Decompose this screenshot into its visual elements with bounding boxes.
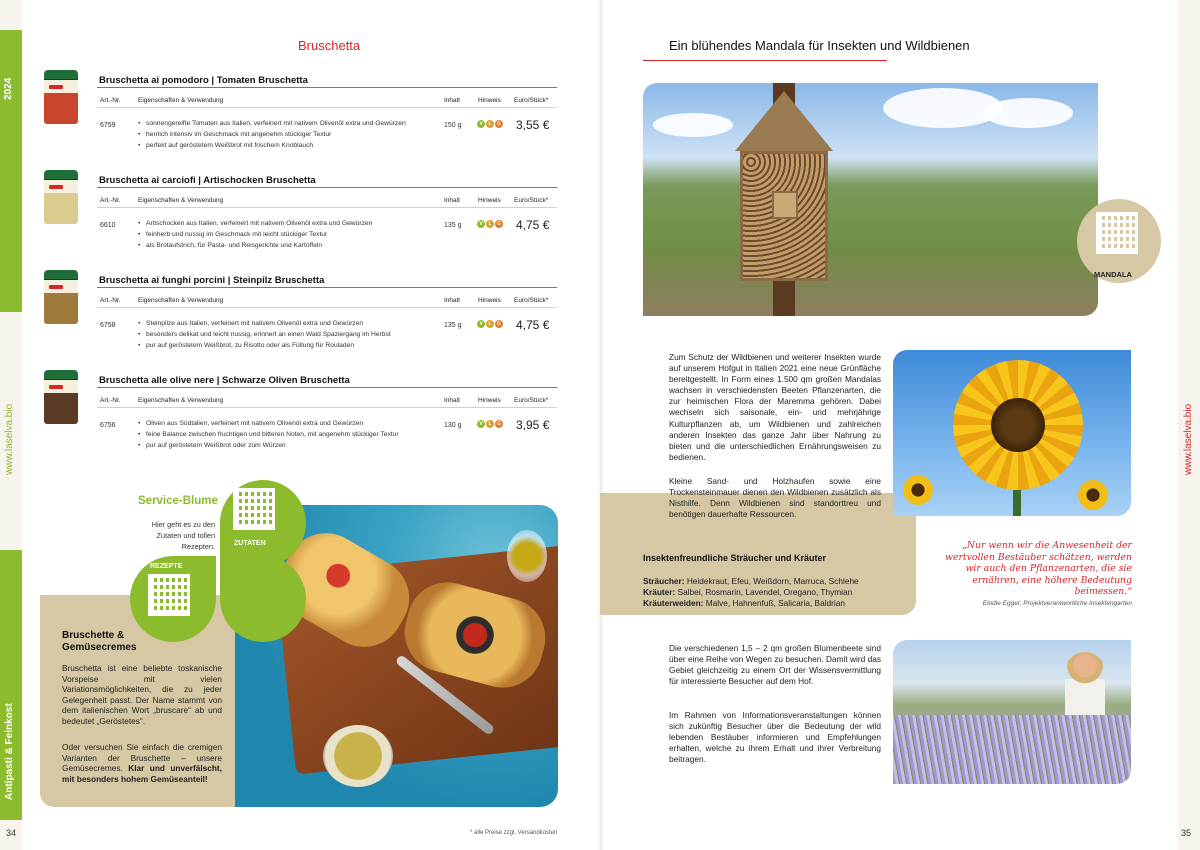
info-text-2 — [62, 742, 222, 784]
product-price: 3,95 € — [516, 418, 550, 432]
hint-icons — [477, 420, 503, 428]
quote: „Nur wenn wir die Anwesenheit der wertvollen Bestäuber schätzen, werden wir auch den Pflanzenarten, die sie ernähren, eine höhere Bedeutung beimessen.“ — [945, 540, 1132, 598]
feature-list — [138, 118, 406, 151]
category-label: Antipasti & Feinkost — [4, 703, 15, 800]
qr-code-icon[interactable] — [233, 488, 275, 530]
product-name: Bruschetta ai funghi porcini | Steinpilz Bruschetta — [99, 275, 325, 286]
column-header-art: Art.-Nr. — [100, 297, 121, 304]
insect-hotel-photo — [643, 83, 1098, 316]
divider — [97, 87, 557, 88]
product-block — [40, 270, 560, 360]
column-header-features: Eigenschaften & Verwendung — [138, 97, 224, 104]
info-text-2-bold: Klar und unverfälscht, mit besonders hohem Gemüseanteil! — [62, 763, 222, 784]
feature-list — [138, 218, 372, 251]
feature-item: • Oliven aus Südtalien, verfeinert mit nativem Olivenöl extra und Gewürzen — [138, 418, 399, 429]
page-title: Ein blühendes Mandala für Insekten und Wildbienen — [669, 38, 970, 53]
plants-label: Sträucher: — [643, 576, 685, 586]
product-jar-image — [44, 270, 78, 324]
feature-item: • sonnengereifte Tomaten aus Italien, verfeinert mit nativem Olivenöl extra und Gewürzen — [138, 118, 406, 129]
product-jar-image — [44, 70, 78, 124]
sunflower-photo — [893, 350, 1131, 516]
plants-value: Salbei, Rosmarin, Lavendel, Oregano, Thymian — [677, 587, 853, 598]
gluten-free-icon: G — [495, 420, 503, 428]
info-text-2-plain: Oder versuchen Sie einfach die cremigen Varianten der Bruschette – unsere Gemüsecremes. — [62, 742, 222, 774]
column-header-price: Euro/Stück* — [514, 397, 549, 404]
plants-title: Insektenfreundliche Sträucher und Kräuter — [643, 553, 827, 563]
lavender-field — [893, 715, 1131, 784]
plants-row — [643, 598, 859, 609]
feature-item: • pur auf geröstetem Weißbrot oder zum Würzen — [138, 440, 399, 451]
product-price: 4,75 € — [516, 318, 550, 332]
feature-list — [138, 418, 399, 451]
lactose-free-icon: L — [486, 320, 494, 328]
lactose-free-icon: L — [486, 420, 494, 428]
product-jar-image — [44, 170, 78, 224]
cloud — [653, 113, 733, 137]
product-block — [40, 370, 560, 460]
page-number-left: 34 — [6, 828, 17, 838]
small-sunflower — [1078, 480, 1108, 510]
events-paragraph: Im Rahmen von Informationsveranstaltungen können sich zukünftig Besucher über die Bedeutung der wild lebenden Bestäuber informieren und Empfehlungen erhalten, welche zu ihrem Erhalt und ihrer Verbreitung beitragen. — [669, 710, 881, 765]
product-name: Bruschetta ai carciofi | Artischocken Bruschetta — [99, 175, 316, 186]
small-sunflower — [903, 475, 933, 505]
service-title: Service-Blume — [138, 495, 218, 507]
plants-row — [643, 587, 859, 598]
divider — [97, 387, 557, 388]
plants-row — [643, 576, 859, 587]
lavender-field-photo — [893, 640, 1131, 784]
product-quantity: 150 g — [444, 122, 462, 129]
gluten-free-icon: G — [495, 320, 503, 328]
product-jar-image — [44, 370, 78, 424]
column-header-art: Art.-Nr. — [100, 197, 121, 204]
column-header-hint: Hinweis — [478, 97, 501, 104]
column-header-hint: Hinweis — [478, 297, 501, 304]
divider — [97, 107, 557, 108]
website-link-right[interactable]: www.laselva.bio — [1183, 403, 1194, 475]
vegan-icon: V — [477, 120, 485, 128]
article-number: 6756 — [100, 422, 116, 429]
sunflower-stem — [1013, 490, 1021, 516]
website-link-left[interactable]: www.laselva.bio — [4, 403, 15, 475]
beds-paragraph: Die verschiedenen 1,5 – 2 qm großen Blumenbeete sind über eine Reihe von Wegen zu besuchen. Damit wird das Gebiet gleichzeitig zu einem Ort der Wissensvermittlung für interessierte Besucher auf dem Hof. — [669, 643, 881, 687]
feature-item: • perfekt auf geröstetem Weißbrot mit frischem Knoblauch — [138, 140, 406, 151]
gluten-free-icon: G — [495, 120, 503, 128]
service-text: Hier geht es zu den Zutaten und tollen Rezepten. — [151, 520, 215, 551]
vegan-icon: V — [477, 220, 485, 228]
qr-code-icon[interactable] — [1096, 212, 1138, 254]
product-price: 3,55 € — [516, 118, 550, 132]
column-header-qty: Inhalt — [444, 297, 460, 304]
info-title: Bruschette & Gemüsecremes — [62, 630, 137, 653]
product-name: Bruschetta alle olive nere | Schwarze Oliven Bruschetta — [99, 375, 350, 386]
quote-author: Elodie Egger, Projektverantwortliche Insektengarten — [982, 600, 1132, 607]
price-footnote: * alle Preise zzgl. Versandkosten — [470, 830, 558, 836]
product-block — [40, 170, 560, 260]
hint-icons — [477, 320, 503, 328]
column-header-qty: Inhalt — [444, 197, 460, 204]
product-quantity: 135 g — [444, 222, 462, 229]
spread-bowl — [323, 725, 393, 787]
year-label: 2024 — [3, 77, 14, 100]
plants-label: Kräuter: — [643, 587, 676, 598]
qr-zutaten-label: ZUTATEN — [234, 540, 266, 547]
column-header-features: Eigenschaften & Verwendung — [138, 397, 224, 404]
qr-code-icon[interactable] — [148, 574, 190, 616]
feature-item: • feinherb und nussig im Geschmack mit leicht stückiger Textur — [138, 229, 372, 240]
lactose-free-icon: L — [486, 120, 494, 128]
column-header-price: Euro/Stück* — [514, 197, 549, 204]
divider — [97, 207, 557, 208]
feature-item: • als Brotaufstrich, für Pasta- und Reisgerichte und Kartoffeln — [138, 240, 372, 251]
lactose-free-icon: L — [486, 220, 494, 228]
plants-label: Kräuterweiden: — [643, 598, 704, 609]
divider — [97, 307, 557, 308]
product-quantity: 130 g — [444, 422, 462, 429]
cloud — [983, 98, 1073, 128]
column-header-art: Art.-Nr. — [100, 397, 121, 404]
column-header-hint: Hinweis — [478, 197, 501, 204]
divider — [97, 407, 557, 408]
article-number: 6758 — [100, 322, 116, 329]
oil-jar — [507, 530, 547, 582]
column-header-art: Art.-Nr. — [100, 97, 121, 104]
vegan-icon: V — [477, 320, 485, 328]
feature-item: • feine Balance zwischen fruchtigen und bitteren Noten, mit angenehm stückiger Textur — [138, 429, 399, 440]
sunflower-center — [991, 398, 1045, 452]
hint-icons — [477, 120, 503, 128]
category-tab — [0, 550, 22, 820]
column-header-price: Euro/Stück* — [514, 97, 549, 104]
year-tab — [0, 30, 22, 312]
column-header-price: Euro/Stück* — [514, 297, 549, 304]
service-flower-petal — [220, 556, 306, 642]
nesting-paragraph: Kleine Sand- und Holzhaufen sowie eine Trockensteinmauer dienen den Wildbienen zusätzlich als Nisthilfe. Denn Wildbienen sind standorttreu und benötigen dauerhafte Ressourcen. — [669, 476, 881, 520]
gluten-free-icon: G — [495, 220, 503, 228]
page-number-right: 35 — [1181, 828, 1192, 838]
vegan-icon: V — [477, 420, 485, 428]
hint-icons — [477, 220, 503, 228]
title-underline — [643, 60, 887, 61]
divider — [97, 287, 557, 288]
feature-item: • besonders delikat und leicht nussig, erinnert an einen Wald Spaziergang im Herbst — [138, 329, 391, 340]
qr-zutaten-petal[interactable] — [220, 480, 306, 566]
plants-list — [643, 576, 859, 609]
feature-item: • pur auf geröstetem Weißbrot, zu Risotto oder als Füllung für Rouladen — [138, 340, 391, 351]
column-header-qty: Inhalt — [444, 97, 460, 104]
plants-value: Heidekraut, Efeu, Weißdorn, Marruca, Schlehe — [686, 576, 859, 586]
column-header-hint: Hinweis — [478, 397, 501, 404]
plants-value: Malve, Hahnenfuß, Salicaria, Baldrian — [705, 598, 845, 609]
divider — [97, 187, 557, 188]
product-block — [40, 70, 560, 160]
hotel-roof — [735, 91, 833, 151]
mandala-paragraph: Zum Schutz der Wildbienen und weiterer Insekten wurde auf unserem Hofgut in Italien 2021 eine neue Grünfläche bereitgestellt. In Form eines 1.500 qm großen Mandalas wachsen in verschiedensten Beeten Pflanzenarten, die zur heimischen Flora der Maremma gehören. Dabei wechseln sich saisonale, ein- und mehrjährige Kulturpflanzen ab, um Wildbienen und zahlreichen anderen Insekten das ganze Jahr über Nahrung zu bieten und die unterschiedlichen Ernährungsweisen zu bedienen. — [669, 352, 881, 462]
book-spine — [598, 0, 604, 850]
feature-item: • Steinpilze aus Italien, verfeinert mit nativem Olivenöl extra und Gewürzen — [138, 318, 391, 329]
column-header-features: Eigenschaften & Verwendung — [138, 297, 224, 304]
hotel-box — [772, 191, 798, 219]
feature-item: • Artischocken aus Italien, verfeinert mit nativem Olivenöl extra und Gewürzen — [138, 218, 372, 229]
product-name: Bruschetta ai pomodoro | Tomaten Bruschetta — [99, 75, 308, 86]
feature-list — [138, 318, 391, 351]
qr-rezepte-label: REZEPTE — [150, 563, 183, 570]
product-quantity: 135 g — [444, 322, 462, 329]
feature-item: • herrlich intensiv im Geschmack mit angenehm stückiger Textur — [138, 129, 406, 140]
info-text: Bruschetta ist eine beliebte toskanische Vorspeise mit vielen Variationsmöglichkeiten, die zu jeder Gelegenheit passt. Der Name stammt von dem italienischen Wort „bruscare“ ab und bedeutet „Geröstetes“. — [62, 663, 222, 726]
section-title: Bruschetta — [298, 38, 361, 53]
column-header-qty: Inhalt — [444, 397, 460, 404]
qr-mandala-label: MANDALA — [1094, 270, 1132, 279]
product-price: 4,75 € — [516, 218, 550, 232]
column-header-features: Eigenschaften & Verwendung — [138, 197, 224, 204]
article-number: 6610 — [100, 222, 116, 229]
article-number: 6759 — [100, 122, 116, 129]
